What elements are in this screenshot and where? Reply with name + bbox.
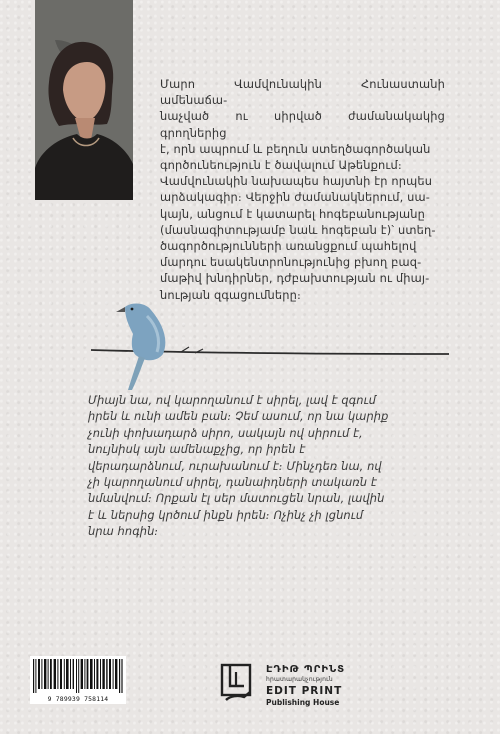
- publisher-subtitle-armenian: հրատարակչություն: [266, 676, 333, 683]
- publisher-name-armenian: ԷԴԻԹ ՊՐԻՆՏ: [266, 664, 346, 675]
- quote-paragraph: Միայն նա, ով կարողանում է սիրել, լավ է զգում իրեն և ունի ամեն բան։ Չեմ ասում, որ նա կարիք չունի փոխադարձ սիրո, սակայն ով սիրում է, նույնիսկ այն ամենաքչից, որ իրեն է վերադարձնում, ուրախանում է։ Մինչդեռ նա, ով չի կարողանում սիրել, դանաիդների տակառն է նմանվում։ Որքան էլ սեր մատուցեն նրան, լավին է և ներսից կրծում ինքն իրեն։ Ոչինչ չի լցնում նրա հոգին։: [88, 393, 389, 539]
- bird-on-branch-illustration: [85, 296, 455, 406]
- publisher-subtitle-english: Publishing House: [266, 698, 340, 707]
- isbn-barcode: [30, 656, 126, 704]
- publisher-logo-icon: [220, 662, 256, 702]
- isbn-number: 9 789939 758114: [47, 695, 109, 703]
- author-photo: [35, 0, 133, 200]
- author-bio-paragraph: Մարո Վամվունակին Հունաստանի ամենաճա- նաչված ու սիրված ժամանակակից գրողներից է, որն ապրում և բեղուն ստեղծագործական գործունեություն է ծավալում Աթենքում։ Վամվունակին նախապես հայտնի էր որպես արձակագիր։ Վերջին ժամանակներում, սա- կայն, անցում է կատարել hոգեբանությանը (մասնագիտությամբ նաև hոգեբան է)՝ ստեղ- ծագործությունների առանցքում պահելով մարդու եսակենտրոնությունից բխող բազ- մաթիվ խնդիրներ, դժբախտության ու միայ- նության զգացումները։: [160, 77, 445, 302]
- publisher-name-english: EDIT PRINT: [266, 685, 343, 697]
